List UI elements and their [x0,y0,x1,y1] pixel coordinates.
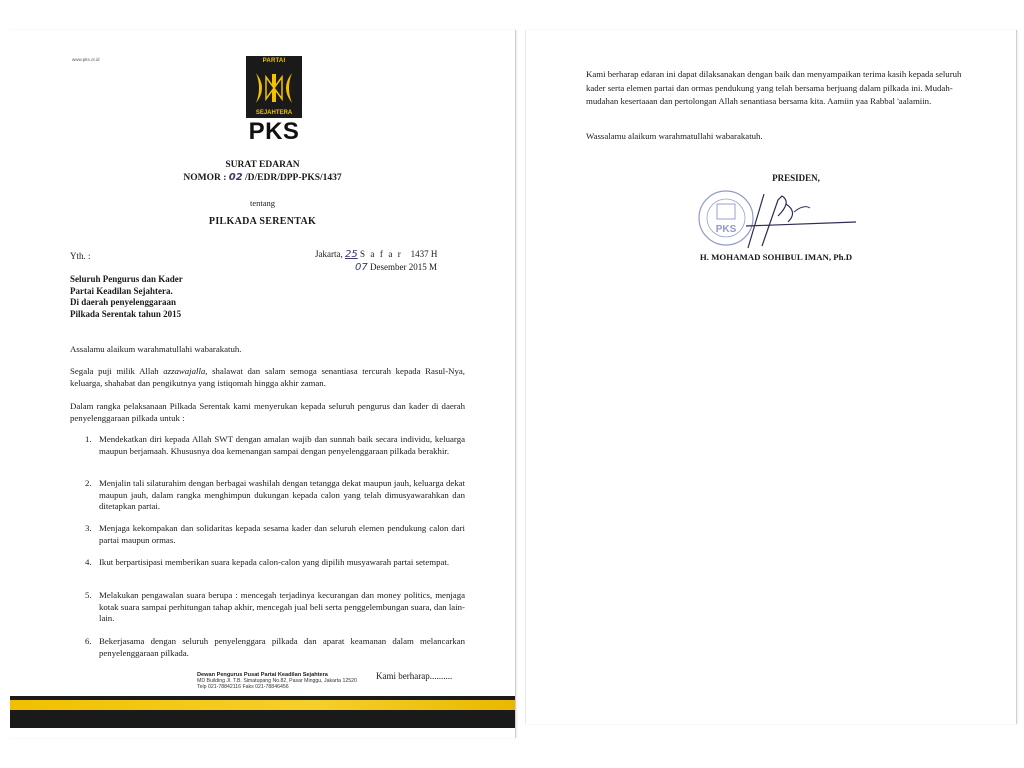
date-hijri-year: 1437 H [410,249,438,259]
letter-number [10,172,515,183]
date-hijri-month: S a f a r [359,249,403,259]
address-line: Partai Keadilan Sejahtera. [70,285,173,296]
instruction-paragraph: Dalam rangka pelaksanaan Pilkada Serentak kami menyerukan kepada seluruh pengurus dan kader di daerah penyelenggaraan pilkada untuk : [70,401,465,423]
continuation-text: Kami berharap.......... [376,671,453,681]
list-item-number: 1. [85,434,92,444]
number-suffix: /D/EDR/DPP-PKS/1437 [245,173,342,183]
signatory-name: H. MOHAMAD SOHIBUL IMAN, Ph.D [699,252,853,262]
closing-salam: Wassalamu alaikum warahmatullahi wabarakatuh. [586,131,763,141]
date-greg-day: 07 [355,262,368,273]
address-line: Di daerah penyelenggaraan [70,297,177,307]
list-item [85,434,465,457]
stamp-text: PKS [715,224,737,235]
footer-org-name: Dewan Pengurus Pusat Partai Keadilan Sejahtera [197,672,328,678]
list-item-number: 4. [85,557,92,567]
greeting: Assalamu alaikum warahmatullahi wabarakatuh. [70,344,242,354]
list-item [85,590,465,625]
list-item-number: 3. [85,523,92,533]
stamp-and-signature [686,182,866,254]
list-item-text: Menjalin tali silaturahim dengan berbagai washilah dengan tetangga dekat maupun jauh, keluarga dekat maupun jauh, dalam rangka menghimpun dukungan kepada calon yang telah dimusyawarahkan dan ditetapkan partai. [99,478,465,511]
closing-paragraph: Kami berharap edaran ini dapat dilaksanakan dengan baik dan menyampaikan terima kasih kepada seluruh kader serta elemen partai dan ormas pendukung yang telah bersama berjuang dalam pilkada ini. Mudah-mudahan kesertaaan dan pertolongan Allah senantiasa bersama kita. Aamiin yaa Rabbal 'aalamiin. [586,69,962,106]
list-item-text: Ikut berpartisipasi memberikan suara kepada calon-calon yang dipilih musyawarah partai setempat. [99,557,450,567]
para1-text: Segala puji milik Allah [70,366,164,376]
letter-page-1 [10,30,516,738]
website-url: www.pks.or.id [72,57,100,62]
number-handwritten: 02 [228,172,243,183]
list-item [85,557,465,569]
footer-phone: Telp 021-78842116 Faks 021-78846456 [197,684,289,690]
list-item-text: Menjaga kekompakan dan solidaritas kepada sesama kader dan seluruh elemen pendukung calon dari partai maupun ormas. [99,523,465,545]
letter-title: SURAT EDARAN [225,160,300,170]
date-greg-rest: Desember 2015 M [369,262,437,272]
number-prefix: NOMOR : [183,173,227,183]
para1-text-rest: , shalawat dan salam semoga senantiasa tercurah kepada Rasul-Nya, keluarga, shahabat dan pengikutnya yang istiqomah hingga akhir zaman. [70,366,466,388]
date-place: Jakarta, [315,249,343,259]
list-item-number: 2. [85,478,92,488]
list-item-text: Mendekatkan diri kepada Allah SWT dengan amalan wajib dan sunnah baik secara individu, keluarga maupun berjamaah. Khususnya doa kemenangan sampai dengan penyelenggaraan pilkada berakhir. [99,434,465,456]
list-item-number: 6. [85,636,92,646]
date-hijri [315,249,437,260]
yth-label: Yth. : [70,251,91,261]
footer-band-gold [10,700,515,710]
letter-page-2 [525,30,1017,724]
footer-address: MD Building Jl. T.B. Simatupang No.82, Pasar Minggu, Jakarta 12520 [197,678,357,684]
address-line: Pilkada Serentak tahun 2015 [70,308,182,319]
logo-wordmark: PKS [248,118,300,145]
address-line: Seluruh Pengurus dan Kader [70,274,183,284]
para1-italic: azzawajalla [163,366,206,376]
date-gregorian [355,262,437,273]
tentang-label: tentang [249,198,276,208]
list-item [85,523,465,546]
list-item [85,478,465,513]
list-item-number: 5. [85,590,92,600]
signatory-title: PRESIDEN, [772,173,820,183]
crescent-emblem-icon [246,67,302,109]
recipient-address [70,274,183,320]
pks-logo [246,56,302,146]
opening-paragraph [70,365,465,389]
list-item-text: Bekerjasama dengan seluruh penyelenggara pilkada dan aparat keamanan dalam melancarkan penyelenggaraan pilkada. [99,636,465,658]
list-item-text: Melakukan pengawalan suara berupa : mencegah terjadinya kecurangan dan money politics, menjaga kotak suara sampai perhitungan tahap akhir, mencegah jual beli serta penggelembungan suara, dan lain-lain. [99,590,465,623]
date-hijri-day: 25 [344,249,358,260]
letter-subject: PILKADA SERENTAK [208,216,317,227]
footer-organization [197,672,372,690]
list-item [85,636,465,659]
logo-top-band: PARTAI [246,56,302,67]
logo-bottom-band: SEJAHTERA [246,109,302,118]
